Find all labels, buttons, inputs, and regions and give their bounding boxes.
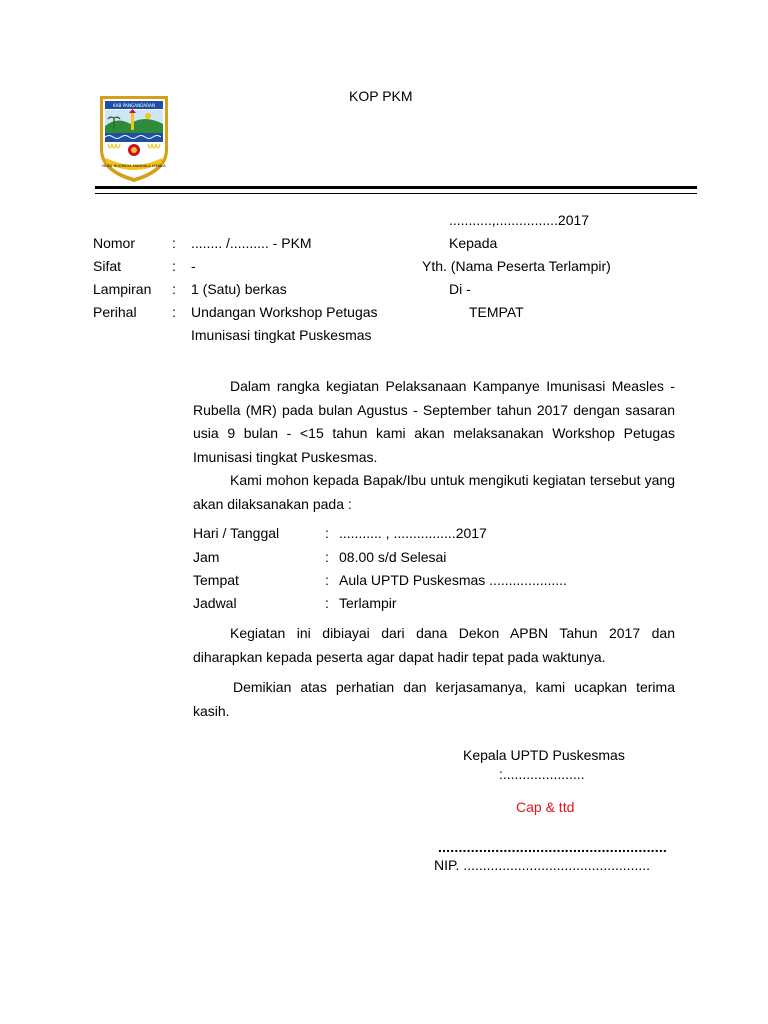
- body-paragraph-2: Kami mohon kepada Bapak/Ibu untuk mengikuti kegiatan tersebut yang akan dilaksanakan pada :: [193, 472, 675, 512]
- meta-label-nomor: Nomor: [93, 235, 136, 251]
- letterhead-rule-thick: [95, 186, 697, 189]
- detail-label-jam: Jam: [193, 549, 220, 565]
- signature-line: ........................................................: [438, 839, 668, 855]
- meta-label-lampiran: Lampiran: [93, 281, 152, 297]
- detail-sep: :: [325, 549, 329, 565]
- detail-label-tempat: Tempat: [193, 572, 239, 588]
- detail-value-jadwal: Terlampir: [339, 595, 397, 611]
- detail-value-jam: 08.00 s/d Selesai: [339, 549, 447, 565]
- recipient-kepada: Kepada: [449, 235, 498, 251]
- detail-sep: :: [325, 572, 329, 588]
- regency-emblem-logo: [96, 92, 172, 184]
- recipient-yth: Yth. (Nama Peserta Terlampir): [422, 258, 611, 274]
- letterhead-rule-thin: [95, 193, 697, 194]
- meta-value-perihal: Undangan Workshop Petugas: [191, 304, 378, 320]
- meta-sep: :: [172, 235, 176, 251]
- signature-name-line: :.....................: [499, 766, 585, 782]
- detail-label-jadwal: Jadwal: [193, 595, 237, 611]
- detail-value-tempat: Aula UPTD Puskesmas ....................: [339, 572, 567, 588]
- detail-label-hari: Hari / Tanggal: [193, 525, 280, 541]
- detail-sep: :: [325, 595, 329, 611]
- meta-label-perihal: Perihal: [93, 304, 137, 320]
- meta-value-sifat: -: [191, 258, 196, 274]
- recipient-di: Di -: [449, 281, 471, 297]
- meta-sep: :: [172, 258, 176, 274]
- letterhead-title: KOP PKM: [349, 88, 413, 104]
- signature-stamp-note: Cap & ttd: [516, 799, 575, 815]
- signature-title: Kepala UPTD Puskesmas: [463, 747, 625, 763]
- detail-sep: :: [325, 525, 329, 541]
- meta-sep: :: [172, 281, 176, 297]
- body-paragraph-4: Demikian atas perhatian dan kerjasamanya, kami ucapkan terima kasih.: [193, 679, 675, 719]
- meta-label-sifat: Sifat: [93, 258, 122, 274]
- meta-value-nomor: ........ /.......... - PKM: [191, 235, 312, 251]
- signature-nip: NIP. ................................................: [434, 857, 651, 873]
- body-paragraph-1: Dalam rangka kegiatan Pelaksanaan Kampanye Imunisasi Measles - Rubella (MR) pada bulan Agustus - September tahun 2017 dengan sasaran usia 9 bulan - <15 tahun kami akan melaksanakan Workshop Petugas Imunisasi tingkat Puskesmas.: [193, 378, 675, 465]
- recipient-tempat: TEMPAT: [469, 304, 524, 320]
- logo-motto-text: NUSA NUGRAHA MANDALA HIMALA: [102, 164, 166, 168]
- meta-sep: :: [172, 304, 176, 320]
- meta-value-perihal-line2: Imunisasi tingkat Puskesmas: [191, 327, 372, 343]
- letter-date: ...........,................2017: [449, 212, 590, 228]
- body-paragraph-3: Kegiatan ini dibiayai dari dana Dekon APBN Tahun 2017 dan diharapkan kepada peserta agar dapat hadir tepat pada waktunya.: [193, 625, 675, 665]
- detail-value-hari: ........... , ................2017: [339, 525, 487, 541]
- logo-top-text: KAB PANGANDARAN: [113, 103, 155, 108]
- meta-value-lampiran: 1 (Satu) berkas: [191, 281, 287, 297]
